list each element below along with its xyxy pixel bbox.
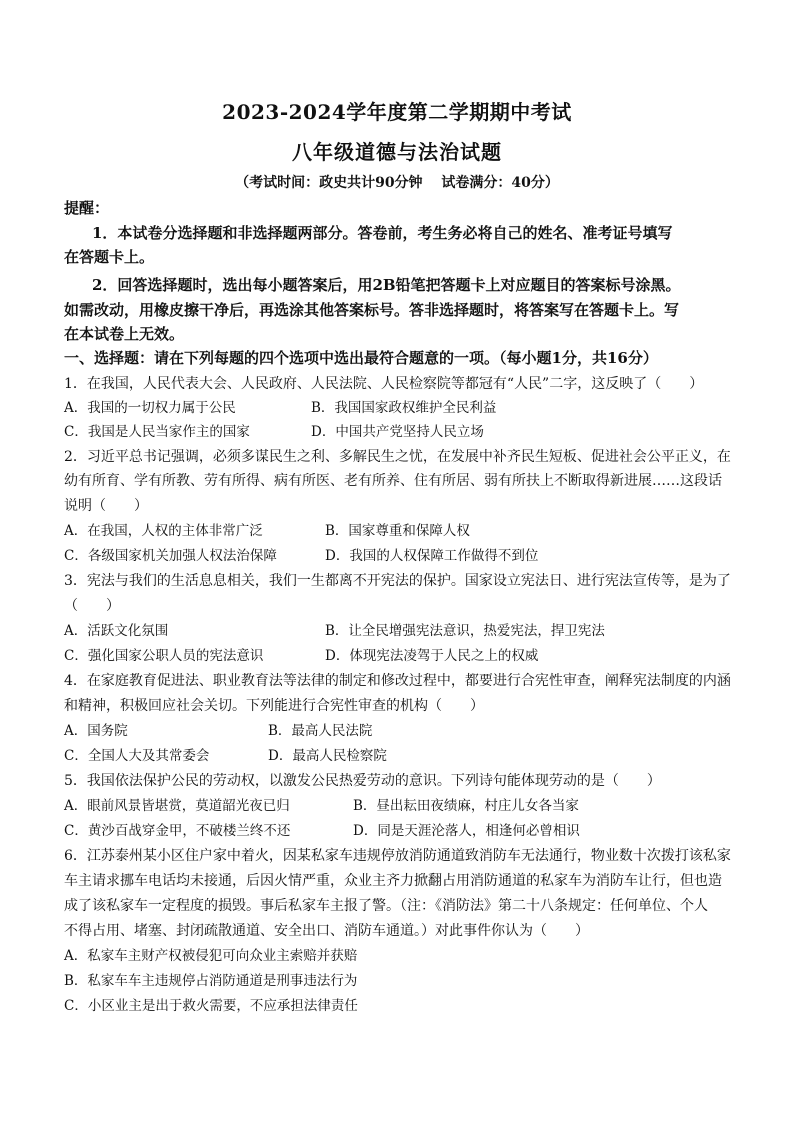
q3-stem-line-2: （ ） <box>64 598 120 614</box>
q6-stem-line-2: 车主请求挪车电话均未接通，后因火情严重，众业主齐力掀翻占用消防通道的私家车为消防车让行，但也造 <box>64 873 722 889</box>
q2-stem-line-1: 2．习近平总书记强调，必须多谋民生之利、多解民生之忧，在发展中补齐民生短板、促进社会公平正义，在 <box>64 449 731 465</box>
q2-option-b: B．国家尊重和保障人权 <box>325 523 470 539</box>
note-1-line-1: 1．本试卷分选择题和非选择题两部分。答卷前，考生务必将自己的姓名、准考证号填写 <box>92 224 673 242</box>
q5-option-b: B．昼出耘田夜绩麻，村庄儿女各当家 <box>353 798 579 814</box>
q2-option-a: A．在我国，人权的主体非常广泛 <box>64 523 263 539</box>
q4-option-a: A．国务院 <box>64 723 128 739</box>
q5-option-a: A．眼前风景皆堪赏，莫道韶光夜已归 <box>64 798 290 814</box>
q3-option-a: A．活跃文化氛围 <box>64 623 169 639</box>
q1-stem: 1．在我国，人民代表大会、人民政府、人民法院、人民检察院等都冠有“人民”二字，这反映了（ ） <box>64 376 704 392</box>
q6-stem-line-1: 6．江苏泰州某小区住户家中着火，因某私家车违规停放消防通道致消防车无法通行，物业数十次拨打该私家 <box>64 848 731 864</box>
q3-option-c: C．强化国家公职人员的宪法意识 <box>64 648 264 664</box>
notes-label: 提醒： <box>64 199 110 217</box>
q6-option-c: C．小区业主是出于救火需要，不应承担法律责任 <box>64 998 358 1014</box>
q4-stem-line-2: 和精神，积极回应社会关切。下列能进行合宪性审查的机构（ ） <box>64 698 484 714</box>
q6-stem-line-4: 不得占用、堵塞、封闭疏散通道、安全出口、消防车通道。）对此事件你认为（ ） <box>64 923 589 939</box>
q1-option-d: D．中国共产党坚持人民立场 <box>311 424 484 440</box>
exam-subject-title: 八年级道德与法治试题 <box>292 140 502 164</box>
section-1-heading: 一、选择题：请在下列每题的四个选项中选出最符合题意的一项。（每小题1分，共16分） <box>64 349 658 367</box>
q2-option-d: D．我国的人权保障工作做得不到位 <box>325 548 539 564</box>
q1-option-a: A．我国的一切权力属于公民 <box>64 400 236 416</box>
q4-option-c: C．全国人大及其常委会 <box>64 748 210 764</box>
q3-option-d: D．体现宪法凌驾于人民之上的权威 <box>325 648 539 664</box>
q4-option-d: D．最高人民检察院 <box>268 748 387 764</box>
q2-stem-line-2: 幼有所育、学有所教、劳有所得、病有所医、老有所养、住有所居、弱有所扶上不断取得新进展……这段话 <box>64 473 722 489</box>
q6-stem-line-3: 成了该私家车一定程度的损毁。事后私家车主报了警。（注：《消防法》第二十八条规定：任何单位、个人 <box>64 898 708 914</box>
q3-option-b: B．让全民增强宪法意识，热爱宪法，捍卫宪法 <box>325 623 605 639</box>
q1-option-b: B．我国国家政权维护全民利益 <box>311 400 497 416</box>
q5-option-c: C．黄沙百战穿金甲，不破楼兰终不还 <box>64 823 291 839</box>
q5-option-d: D．同是天涯沦落人，相逢何必曾相识 <box>353 823 580 839</box>
exam-info: （考试时间：政史共计90分钟 试卷满分：40分） <box>235 175 559 191</box>
note-2-line-2: 如需改动，用橡皮擦干净后，再选涂其他答案标号。答非选择题时，将答案写在答题卡上。写 <box>64 301 680 319</box>
q2-option-c: C．各级国家机关加强人权法治保障 <box>64 548 277 564</box>
q4-option-b: B．最高人民法院 <box>268 723 373 739</box>
q1-option-c: C．我国是人民当家作主的国家 <box>64 424 250 440</box>
q4-stem-line-1: 4．在家庭教育促进法、职业教育法等法律的制定和修改过程中，都要进行合宪性审查，阐释宪法制度的内涵 <box>64 673 731 689</box>
exam-title: 2023-2024学年度第二学期期中考试 <box>222 100 572 124</box>
note-2-line-3: 在本试卷上无效。 <box>64 325 185 343</box>
q3-stem-line-1: 3．宪法与我们的生活息息相关，我们一生都离不开宪法的保护。国家设立宪法日、进行宪法宣传等，是为了 <box>64 573 731 589</box>
note-2-line-1: 2．回答选择题时，选出每小题答案后，用2B铅笔把答题卡上对应题目的答案标号涂黑。 <box>92 276 681 294</box>
q5-stem: 5．我国依法保护公民的劳动权，以激发公民热爱劳动的意识。下列诗句能体现劳动的是（ ） <box>64 773 661 789</box>
q6-option-a: A．私家车主财产权被侵犯可向众业主索赔并获赔 <box>64 948 358 964</box>
q2-stem-line-3: 说明（ ） <box>64 498 148 514</box>
q6-option-b: B．私家车车主违规停占消防通道是刑事违法行为 <box>64 973 358 989</box>
note-1-line-2: 在答题卡上。 <box>64 248 155 266</box>
